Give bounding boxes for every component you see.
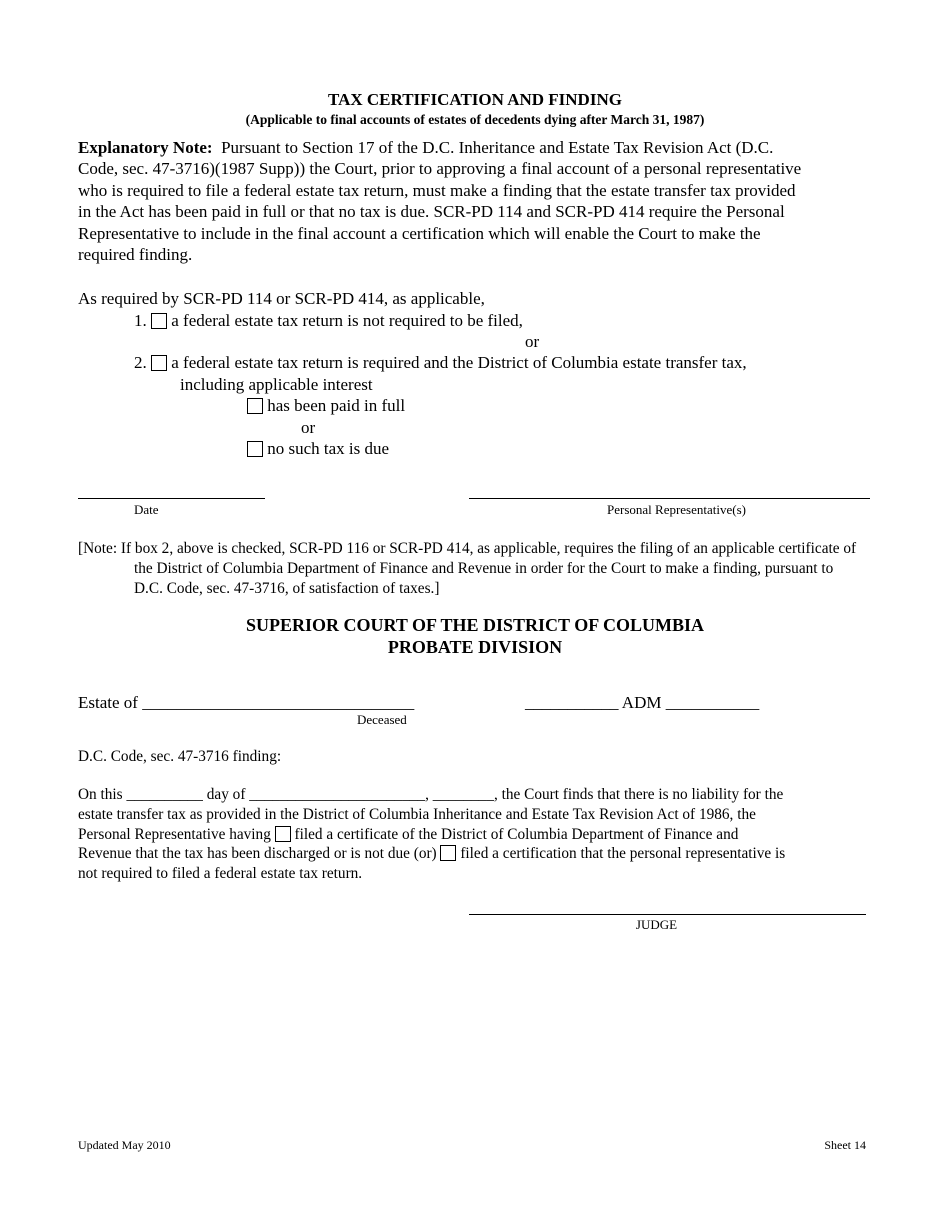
form-subtitle: (Applicable to final accounts of estates of decedents dying after March 31, 1987): [245, 112, 705, 127]
finding-line: not required to filed a federal estate tax return.: [78, 865, 363, 883]
no-tax-due-label: no such tax is due: [267, 439, 390, 458]
certification-filed-checkbox[interactable]: [440, 845, 456, 861]
note-line: [Note: If box 2, above is checked, SCR-PD 116 or SCR-PD 414, as applicable, requires the filing of an applicable certificate of: [78, 540, 857, 557]
explanatory-note-label: Explanatory Note:: [78, 138, 213, 157]
adm-number-field[interactable]: ___________ ADM ___________: [525, 693, 760, 712]
form-title: TAX CERTIFICATION AND FINDING: [328, 90, 622, 109]
note-line: the District of Columbia Department of Finance and Revenue in order for the Court to make a finding, pursuant to: [134, 559, 834, 577]
finding-line: filed a certificate of the District of Columbia Department of Finance and: [294, 825, 739, 843]
paid-in-full-label: has been paid in full: [267, 396, 406, 415]
no-tax-due-checkbox[interactable]: [247, 441, 263, 457]
box-2-note: [78, 539, 856, 598]
note-line: Code, sec. 47-3716)(1987 Supp)) the Court, prior to approving a final account of a personal representative: [78, 159, 802, 179]
court-name: SUPERIOR COURT OF THE DISTRICT OF COLUMBIA: [245, 615, 705, 635]
return-required-checkbox[interactable]: [151, 355, 167, 371]
finding-line: Revenue that the tax has been discharged or is not due (or): [78, 845, 437, 863]
finding-line: filed a certification that the personal representative is: [460, 845, 786, 863]
paid-in-full-checkbox[interactable]: [247, 398, 263, 414]
certification-item-1: [134, 310, 523, 331]
judge-label: JUDGE: [635, 917, 678, 932]
finding-paragraph: [78, 785, 785, 884]
no-return-required-checkbox[interactable]: [151, 313, 167, 329]
item-2-continuation: including applicable interest: [180, 375, 373, 394]
certification-item-2: [134, 352, 747, 373]
date-label: Date: [134, 502, 159, 517]
personal-representative-signature-line[interactable]: [469, 498, 870, 499]
certification-intro: As required by SCR-PD 114 or SCR-PD 414, as applicable,: [78, 289, 485, 308]
item-1-text: a federal estate tax return is not required to be filed,: [171, 311, 523, 330]
explanatory-note: [78, 137, 801, 265]
item-number: 2.: [134, 353, 147, 372]
or-separator: or: [525, 332, 540, 351]
item-number: 1.: [134, 311, 147, 330]
judge-signature-line[interactable]: [469, 914, 866, 915]
deceased-label: Deceased: [357, 712, 407, 727]
no-tax-due-option: [247, 438, 389, 459]
finding-heading: D.C. Code, sec. 47-3716 finding:: [78, 748, 282, 765]
paid-in-full-option: [247, 395, 405, 416]
footer-sheet-number: Sheet 14: [824, 1138, 866, 1152]
division-name: PROBATE DIVISION: [387, 637, 563, 657]
note-line: in the Act has been paid in full or that no tax is due. SCR-PD 114 and SCR-PD 414 require the Personal: [78, 202, 785, 222]
finding-line: estate transfer tax as provided in the District of Columbia Inheritance and Estate Tax Revision Act of 1986, the: [78, 805, 756, 823]
or-separator: or: [301, 418, 316, 437]
note-line: who is required to file a federal estate tax return, must make a finding that the estate transfer tax provided: [78, 180, 796, 200]
date-signature-line[interactable]: [78, 498, 265, 499]
note-line: D.C. Code, sec. 47-3716, of satisfaction of taxes.]: [134, 579, 440, 597]
item-2-text: a federal estate tax return is required and the District of Columbia estate transfer tax,: [171, 353, 747, 372]
personal-representative-label: Personal Representative(s): [607, 502, 746, 517]
finding-line: On this __________ day of _______________________, ________, the Court finds that there is no liability for the: [78, 786, 784, 803]
estate-of-field[interactable]: Estate of ________________________________: [78, 693, 415, 712]
certificate-filed-checkbox[interactable]: [275, 826, 291, 842]
note-line: required finding.: [78, 245, 193, 265]
finding-line: Personal Representative having: [78, 825, 271, 843]
note-line: Representative to include in the final account a certification which will enable the Court to make the: [78, 223, 761, 243]
footer-updated: Updated May 2010: [78, 1138, 171, 1152]
note-line: Pursuant to Section 17 of the D.C. Inheritance and Estate Tax Revision Act (D.C.: [221, 138, 774, 157]
